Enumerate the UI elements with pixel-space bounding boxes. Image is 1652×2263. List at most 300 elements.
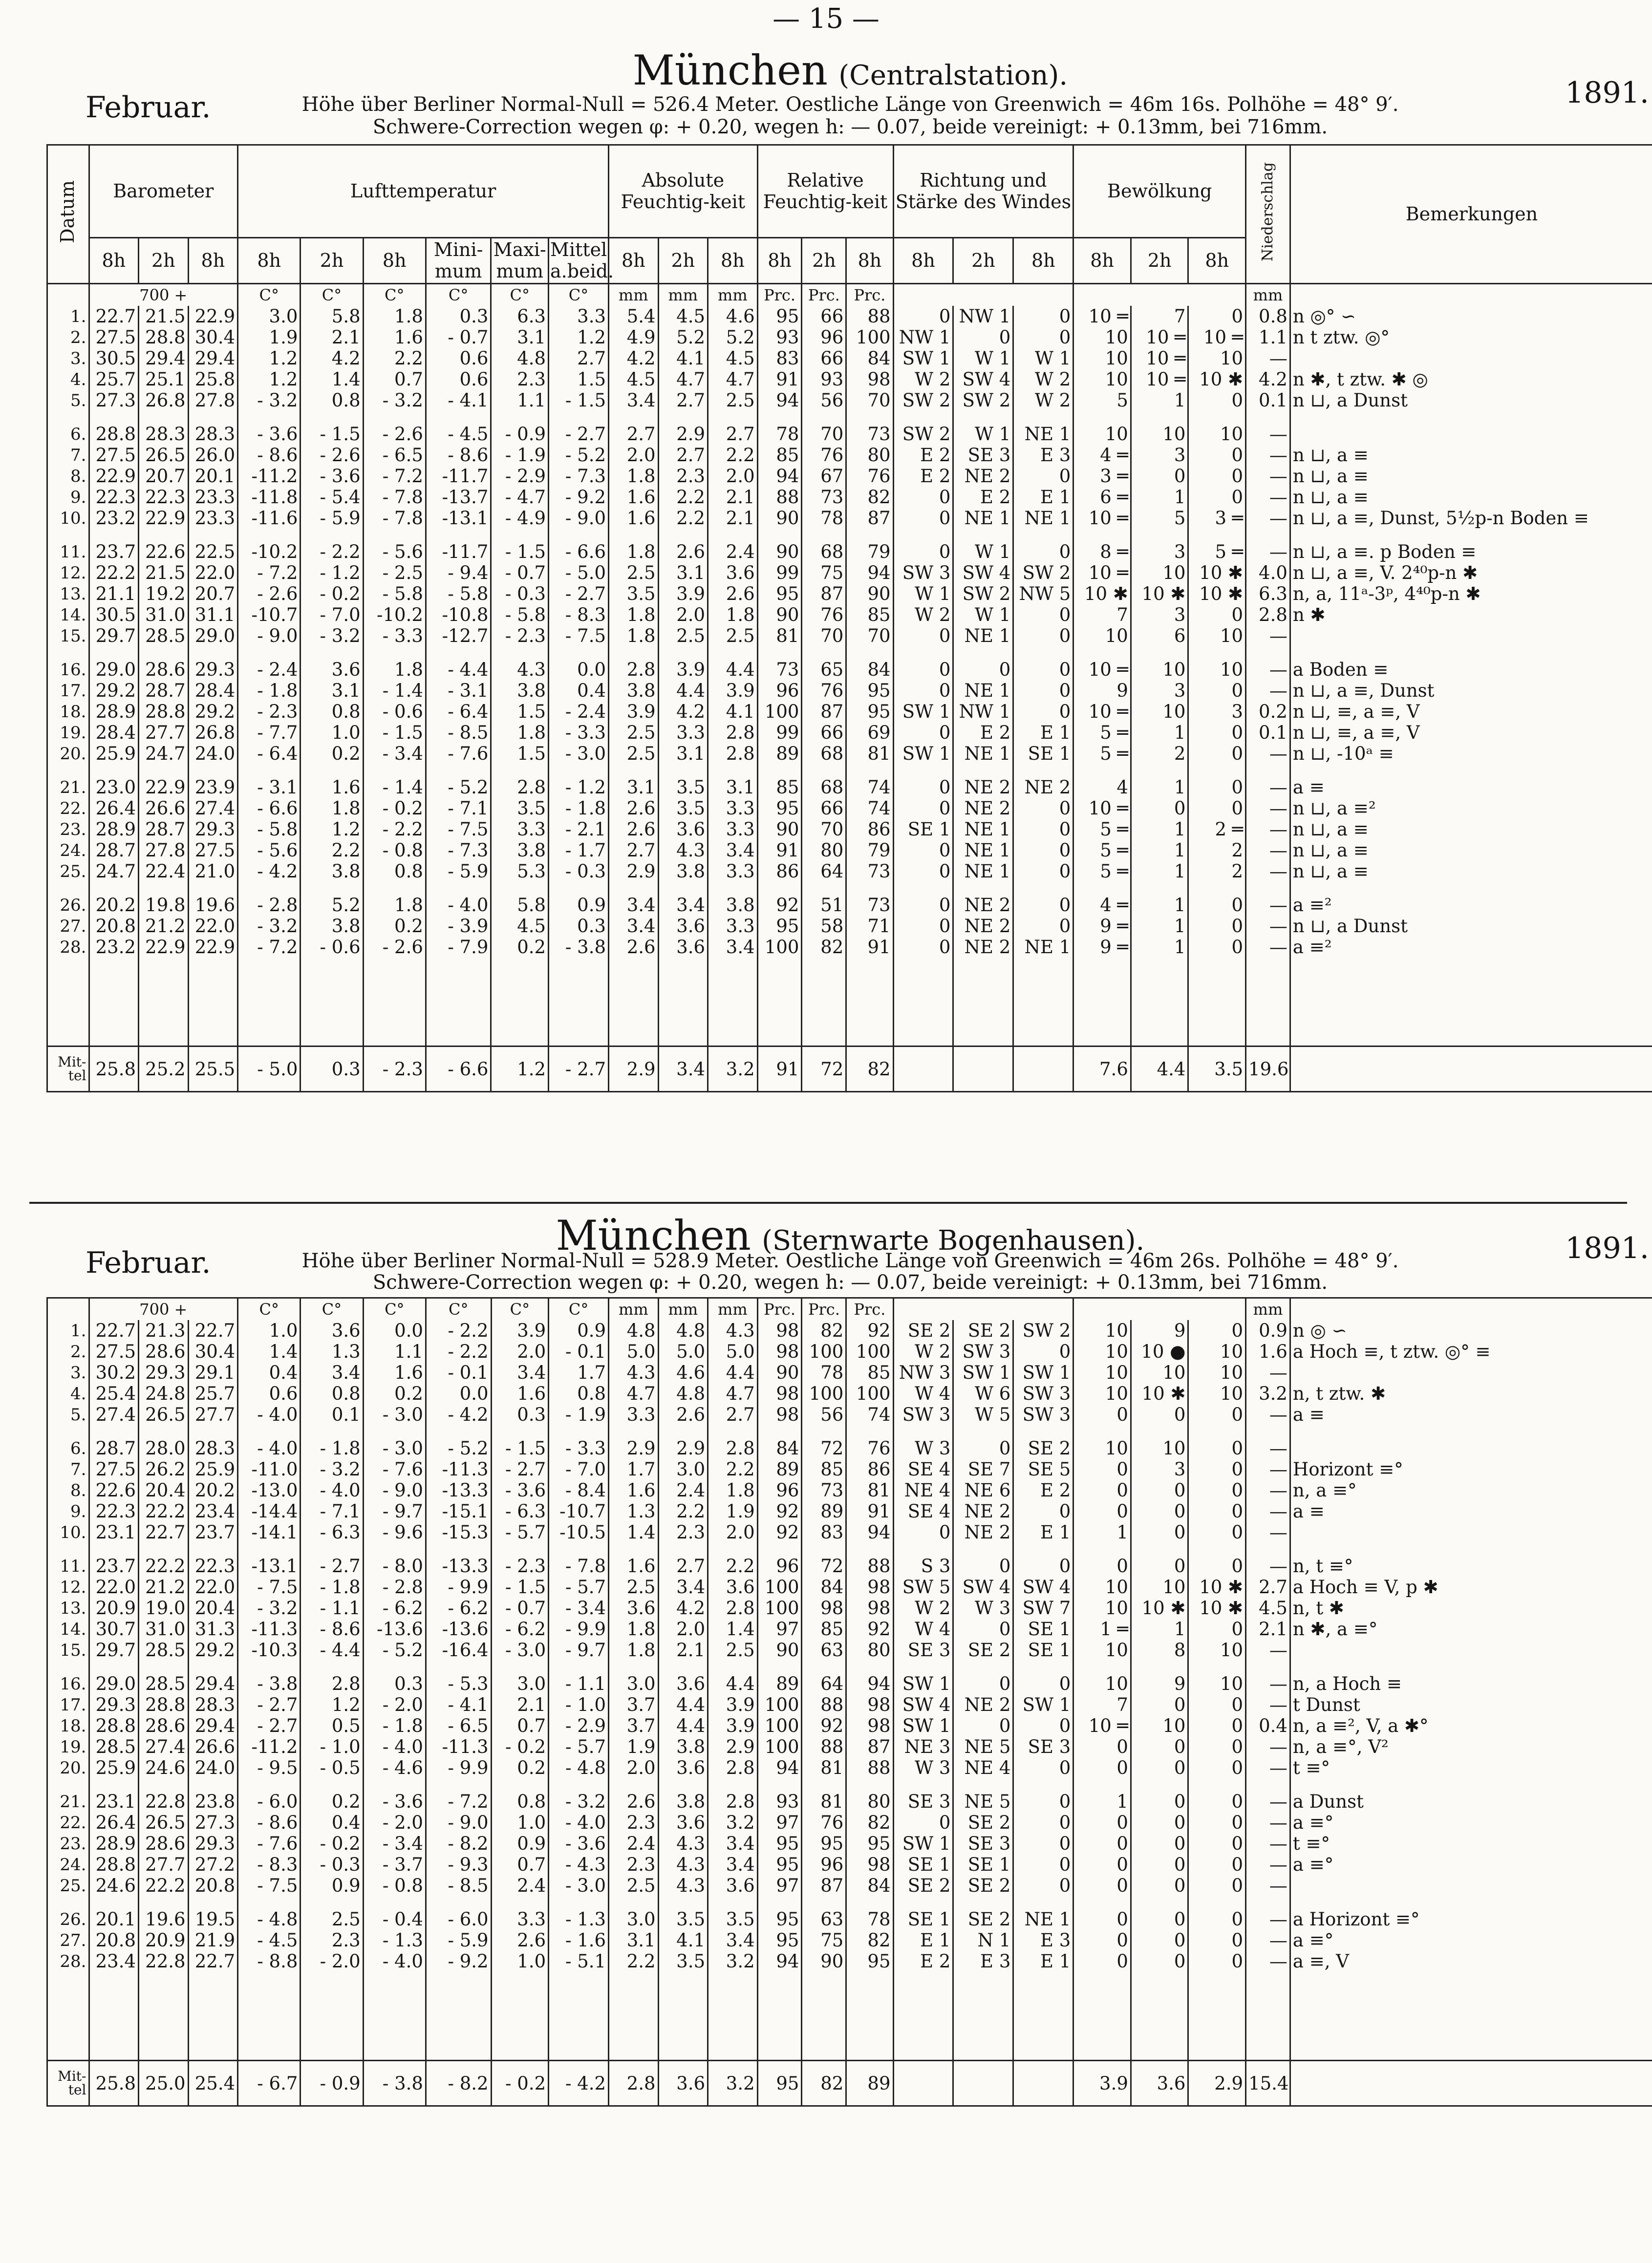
cell-baro-8h: 28.8 xyxy=(89,1715,139,1736)
cell-temp-max: - 4.9 xyxy=(491,508,549,529)
cell-baro-8h: 23.7 xyxy=(89,1556,139,1577)
cell-precip: — xyxy=(1246,1757,1290,1778)
cell-wind-8h-pm: NE 1 xyxy=(1013,508,1073,529)
cell-cloud-2h: 10 ● xyxy=(1131,1341,1188,1362)
cell-temp-min: - 4.1 xyxy=(426,1694,491,1715)
cell-abs-8h-pm: 2.5 xyxy=(708,1640,758,1661)
cell-temp-min: - 6.4 xyxy=(426,701,491,722)
cell-temp-8h: - 6.0 xyxy=(238,1791,300,1812)
cell-precip: 2.1 xyxy=(1246,1619,1290,1640)
cell-cloud-2h: 5 xyxy=(1131,508,1188,529)
cell-temp-8h: 1.2 xyxy=(238,369,300,390)
cell-temp-max: 3.8 xyxy=(491,680,549,701)
cell-day: 27. xyxy=(47,916,89,937)
cell-temp-max: 1.0 xyxy=(491,1812,549,1833)
cell-temp-min: - 3.9 xyxy=(426,916,491,937)
cell-cloud-8h-pm: 0 xyxy=(1188,306,1246,327)
cell-wind-8h: W 3 xyxy=(893,1438,953,1459)
unit-cell xyxy=(1290,1298,1652,1321)
cell-temp-max: - 1.9 xyxy=(491,445,549,466)
cell-temp-min: - 7.2 xyxy=(426,1791,491,1812)
cell-wind-8h-pm: 0 xyxy=(1013,541,1073,562)
unit-cell: mm xyxy=(658,284,708,306)
cell-abs-8h-pm: 3.9 xyxy=(708,1715,758,1736)
cell-temp-mean: - 4.8 xyxy=(549,1757,609,1778)
cell-baro-8h-pm: 22.9 xyxy=(188,306,238,327)
unit-cell: C° xyxy=(426,1298,491,1321)
cell-baro-2h: 28.7 xyxy=(139,819,189,840)
cell-wind-8h-pm: 0 xyxy=(1013,1715,1073,1736)
cell-wind-8h: W 2 xyxy=(893,1341,953,1362)
cell-abs-8h: 3.5 xyxy=(609,583,659,604)
cell-wind-8h-pm: 0 xyxy=(1013,466,1073,487)
cell-abs-2h: 4.4 xyxy=(658,1694,708,1715)
cell-abs-2h: 3.6 xyxy=(658,916,708,937)
cell-temp-2h: 3.1 xyxy=(300,680,363,701)
cell-rel-8h-pm: 79 xyxy=(846,541,893,562)
cell-abs-8h-pm: 3.4 xyxy=(708,1930,758,1951)
cell-temp-8h: -10.7 xyxy=(238,604,300,625)
sub-8h: 8h xyxy=(89,238,139,284)
cell-precip: — xyxy=(1246,1854,1290,1875)
cell-rel-2h: 92 xyxy=(802,1715,846,1736)
cell-wind-2h: W 6 xyxy=(953,1383,1013,1404)
cell-temp-8h-pm: - 3.6 xyxy=(363,1791,426,1812)
table-row xyxy=(47,625,1652,646)
table-row xyxy=(47,1694,1652,1715)
cell-baro-8h-pm: 27.8 xyxy=(188,390,238,411)
cell-abs-2h: 4.1 xyxy=(658,348,708,369)
cell-cloud-8h-pm: 10 xyxy=(1188,659,1246,680)
cell-cloud-2h: 0 xyxy=(1131,1930,1188,1951)
cell-rel-2h: 67 xyxy=(802,466,846,487)
cell-abs-2h: 2.2 xyxy=(658,487,708,508)
cell-wind-8h-pm: NE 1 xyxy=(1013,424,1073,445)
cell-rel-8h: 95 xyxy=(757,1930,802,1951)
sub-8h: 8h xyxy=(893,238,953,284)
cell-temp-max: 3.3 xyxy=(491,819,549,840)
cell-baro-8h: 25.9 xyxy=(89,1757,139,1778)
cell-temp-2h: 0.4 xyxy=(300,1812,363,1833)
cell-rel-8h: 97 xyxy=(757,1875,802,1896)
cell-rel-8h: 73 xyxy=(757,659,802,680)
cell-wind-2h: SE 2 xyxy=(953,1909,1013,1930)
cell-baro-8h: 20.8 xyxy=(89,1930,139,1951)
cell-rel-8h-pm: 88 xyxy=(846,1556,893,1577)
cell-abs-2h: 3.4 xyxy=(658,1577,708,1598)
cell-abs-8h: 2.5 xyxy=(609,1577,659,1598)
cell-remarks: t Dunst xyxy=(1290,1694,1652,1715)
cell-temp-8h-pm: - 4.6 xyxy=(363,1757,426,1778)
cell-rel-8h-pm: 85 xyxy=(846,1362,893,1383)
cell-wind-2h: NW 1 xyxy=(953,701,1013,722)
cell-day: 19. xyxy=(47,722,89,743)
cell-baro-8h: 29.2 xyxy=(89,680,139,701)
cell-temp-8h: - 3.2 xyxy=(238,916,300,937)
table-row xyxy=(47,1619,1652,1640)
table-row xyxy=(47,1341,1652,1362)
table-row xyxy=(47,1404,1652,1425)
cell-precip: — xyxy=(1246,487,1290,508)
cell-rel-2h: 81 xyxy=(802,1791,846,1812)
cell-wind-2h: 0 xyxy=(953,1556,1013,1577)
cell-abs-8h-pm: 2.1 xyxy=(708,508,758,529)
unit-cell xyxy=(1073,284,1246,306)
cell-baro-8h-pm: 29.0 xyxy=(188,625,238,646)
cell-cloud-2h: 1 xyxy=(1131,487,1188,508)
unit-cell xyxy=(893,284,1073,306)
table-row xyxy=(47,1598,1652,1619)
cell-wind-8h: SW 1 xyxy=(893,1715,953,1736)
cell-baro-8h-pm: 25.9 xyxy=(188,1459,238,1480)
cell-cloud-8h: 10 xyxy=(1073,1598,1131,1619)
cell-abs-8h: 3.3 xyxy=(609,1404,659,1425)
unit-cell: C° xyxy=(549,284,609,306)
cell-temp-8h: - 2.3 xyxy=(238,701,300,722)
cell-temp-max: - 3.0 xyxy=(491,1640,549,1661)
cell-wind-8h: SE 1 xyxy=(893,1854,953,1875)
cell-baro-8h-pm: 23.8 xyxy=(188,1791,238,1812)
cell-cloud-2h: 10 ✱ xyxy=(1131,1383,1188,1404)
cell-baro-2h: 31.0 xyxy=(139,604,189,625)
cell-precip: — xyxy=(1246,1930,1290,1951)
cell-temp-2h: - 2.0 xyxy=(300,1951,363,1972)
cell-rel-8h-pm: 95 xyxy=(846,1951,893,1972)
cell-temp-max: - 0.2 xyxy=(491,1736,549,1757)
cell-wind-2h: NE 2 xyxy=(953,1501,1013,1522)
table-row xyxy=(47,1673,1652,1694)
cell-cloud-2h: 1 xyxy=(1131,937,1188,958)
cell-temp-2h: - 2.6 xyxy=(300,445,363,466)
table-row xyxy=(47,466,1652,487)
cell-temp-mean: - 9.2 xyxy=(549,487,609,508)
cell-abs-2h: 3.3 xyxy=(658,722,708,743)
cell-rel-8h-pm: 84 xyxy=(846,1875,893,1896)
table-row xyxy=(47,1909,1652,1930)
cell-wind-8h-pm: NW 5 xyxy=(1013,583,1073,604)
cell-temp-max: - 2.7 xyxy=(491,1459,549,1480)
cell-rel-2h: 96 xyxy=(802,1854,846,1875)
cell-day: 22. xyxy=(47,798,89,819)
cell-temp-mean: - 4.3 xyxy=(549,1854,609,1875)
cell-baro-8h-pm: 29.4 xyxy=(188,1673,238,1694)
cell-temp-mean: - 3.0 xyxy=(549,743,609,764)
cell-temp-min: - 7.9 xyxy=(426,937,491,958)
cell-rel-2h: 76 xyxy=(802,604,846,625)
unit-cell: C° xyxy=(363,284,426,306)
cell-rel-8h-pm: 81 xyxy=(846,743,893,764)
cell-temp-max: 0.2 xyxy=(491,1757,549,1778)
cell-abs-2h: 2.2 xyxy=(658,1501,708,1522)
cell-cloud-8h: 4 ═ xyxy=(1073,445,1131,466)
cell-wind-8h-pm: E 3 xyxy=(1013,445,1073,466)
cell-abs-8h: 2.9 xyxy=(609,1438,659,1459)
cell-rel-8h: 98 xyxy=(757,1383,802,1404)
mittel-precip: 15.4 xyxy=(1246,2061,1290,2106)
observation-table xyxy=(46,1297,1652,2107)
cell-temp-mean: 0.3 xyxy=(549,916,609,937)
cell-temp-min: - 5.8 xyxy=(426,583,491,604)
cell-temp-8h-pm: 0.0 xyxy=(363,1320,426,1341)
cell-temp-8h-pm: - 1.4 xyxy=(363,680,426,701)
cell-cloud-2h: 3 xyxy=(1131,541,1188,562)
cell-precip: — xyxy=(1246,541,1290,562)
cell-baro-8h-pm: 31.1 xyxy=(188,604,238,625)
cell-temp-min: 0.0 xyxy=(426,1383,491,1404)
cell-temp-2h: 3.8 xyxy=(300,916,363,937)
cell-precip: — xyxy=(1246,1673,1290,1694)
mittel-temp-2h: - 0.9 xyxy=(300,2061,363,2106)
cell-cloud-2h: 10 xyxy=(1131,562,1188,583)
station-name: München xyxy=(632,46,828,94)
sub-8h: 8h xyxy=(846,238,893,284)
cell-rel-8h-pm: 100 xyxy=(846,1341,893,1362)
cell-rel-8h-pm: 80 xyxy=(846,1791,893,1812)
cell-baro-8h-pm: 30.4 xyxy=(188,1341,238,1362)
cell-rel-2h: 72 xyxy=(802,1556,846,1577)
cell-baro-8h-pm: 29.2 xyxy=(188,1640,238,1661)
table-row xyxy=(47,541,1652,562)
cell-wind-2h: NE 6 xyxy=(953,1480,1013,1501)
cell-baro-8h: 20.2 xyxy=(89,895,139,916)
cell-cloud-8h-pm: 0 xyxy=(1188,390,1246,411)
cell-temp-2h: 5.8 xyxy=(300,306,363,327)
cell-abs-8h: 1.8 xyxy=(609,541,659,562)
cell-cloud-8h-pm: 0 xyxy=(1188,1951,1246,1972)
cell-rel-8h: 100 xyxy=(757,937,802,958)
table-row xyxy=(47,1791,1652,1812)
cell-baro-8h: 26.4 xyxy=(89,1812,139,1833)
cell-wind-8h: W 1 xyxy=(893,583,953,604)
cell-rel-2h: 76 xyxy=(802,1812,846,1833)
cell-remarks xyxy=(1290,1362,1652,1383)
cell-day: 27. xyxy=(47,1930,89,1951)
cell-abs-2h: 2.0 xyxy=(658,604,708,625)
cell-baro-2h: 26.2 xyxy=(139,1459,189,1480)
cell-remarks: n ⊔, a ≡ xyxy=(1290,466,1652,487)
cell-rel-8h: 86 xyxy=(757,861,802,882)
cell-abs-8h: 2.5 xyxy=(609,743,659,764)
cell-temp-8h-pm: 1.6 xyxy=(363,327,426,348)
cell-abs-8h-pm: 2.5 xyxy=(708,625,758,646)
cell-temp-min: - 7.5 xyxy=(426,819,491,840)
cell-cloud-8h-pm: 3 ═ xyxy=(1188,508,1246,529)
cell-rel-8h-pm: 95 xyxy=(846,701,893,722)
cell-cloud-2h: 6 xyxy=(1131,625,1188,646)
cell-temp-min: -15.1 xyxy=(426,1501,491,1522)
cell-cloud-8h-pm: 10 ✱ xyxy=(1188,1598,1246,1619)
cell-temp-8h-pm: - 0.8 xyxy=(363,840,426,861)
cell-abs-8h-pm: 3.1 xyxy=(708,777,758,798)
cell-temp-max: - 0.7 xyxy=(491,562,549,583)
row-gap xyxy=(47,1425,1652,1438)
unit-cell: C° xyxy=(363,1298,426,1321)
cell-abs-8h-pm: 3.3 xyxy=(708,819,758,840)
cell-temp-max: - 1.5 xyxy=(491,1577,549,1598)
cell-cloud-2h: 8 xyxy=(1131,1640,1188,1661)
cell-cloud-8h-pm: 3 xyxy=(1188,701,1246,722)
mittel-cloud-8h: 7.6 xyxy=(1073,1046,1131,1092)
unit-cell: Prc. xyxy=(802,1298,846,1321)
cell-precip: — xyxy=(1246,819,1290,840)
cell-rel-8h-pm: 84 xyxy=(846,659,893,680)
station-subtitle: (Centralstation). xyxy=(838,60,1068,91)
cell-wind-2h: NE 2 xyxy=(953,937,1013,958)
mittel-temp-min: - 8.2 xyxy=(426,2061,491,2106)
cell-temp-min: - 4.1 xyxy=(426,390,491,411)
cell-temp-max: 1.0 xyxy=(491,1951,549,1972)
table-row xyxy=(47,327,1652,348)
cell-temp-8h: - 5.8 xyxy=(238,819,300,840)
mittel-temp-8h: - 6.7 xyxy=(238,2061,300,2106)
cell-wind-8h: SW 2 xyxy=(893,390,953,411)
cell-cloud-8h: 0 xyxy=(1073,1875,1131,1896)
cell-rel-2h: 88 xyxy=(802,1694,846,1715)
cell-cloud-8h-pm: 10 ✱ xyxy=(1188,369,1246,390)
cell-day: 8. xyxy=(47,1480,89,1501)
cell-baro-8h: 28.9 xyxy=(89,701,139,722)
cell-day: 23. xyxy=(47,819,89,840)
cell-wind-2h: E 2 xyxy=(953,722,1013,743)
cell-temp-max: 1.1 xyxy=(491,390,549,411)
cell-temp-2h: - 0.5 xyxy=(300,1757,363,1778)
cell-temp-mean: - 5.2 xyxy=(549,445,609,466)
cell-cloud-8h: 5 xyxy=(1073,390,1131,411)
cell-abs-8h: 2.0 xyxy=(609,445,659,466)
mittel-temp-8h: - 5.0 xyxy=(238,1046,300,1092)
cell-temp-2h: - 1.0 xyxy=(300,1736,363,1757)
cell-temp-8h: - 2.7 xyxy=(238,1715,300,1736)
cell-temp-max: - 1.5 xyxy=(491,541,549,562)
cell-temp-2h: - 2.2 xyxy=(300,541,363,562)
cell-day: 25. xyxy=(47,861,89,882)
cell-baro-2h: 26.5 xyxy=(139,1812,189,1833)
cell-rel-8h: 100 xyxy=(757,1598,802,1619)
cell-temp-min: 0.3 xyxy=(426,306,491,327)
cell-cloud-2h: 10 xyxy=(1131,1438,1188,1459)
cell-remarks: a ≡° xyxy=(1290,1812,1652,1833)
cell-precip: 3.2 xyxy=(1246,1383,1290,1404)
cell-temp-2h: - 3.2 xyxy=(300,625,363,646)
cell-temp-mean: - 3.6 xyxy=(549,1833,609,1854)
cell-day: 25. xyxy=(47,1875,89,1896)
mittel-baro-8h-pm: 25.4 xyxy=(188,2061,238,2106)
cell-abs-8h: 4.8 xyxy=(609,1320,659,1341)
cell-day: 17. xyxy=(47,680,89,701)
cell-temp-8h-pm: - 9.6 xyxy=(363,1522,426,1543)
cell-remarks: a Hoch ≡, t ztw. ◎° ≡ xyxy=(1290,1341,1652,1362)
cell-wind-8h: W 4 xyxy=(893,1383,953,1404)
cell-baro-8h-pm: 22.7 xyxy=(188,1320,238,1341)
cell-remarks xyxy=(1290,424,1652,445)
mittel-baro-2h: 25.2 xyxy=(139,1046,189,1092)
cell-baro-2h: 19.6 xyxy=(139,1909,189,1930)
cell-temp-2h: 0.1 xyxy=(300,1404,363,1425)
cell-precip: 4.0 xyxy=(1246,562,1290,583)
table-row xyxy=(47,1577,1652,1598)
cell-wind-2h: SE 3 xyxy=(953,445,1013,466)
cell-temp-8h-pm: - 4.0 xyxy=(363,1736,426,1757)
cell-baro-8h: 23.7 xyxy=(89,541,139,562)
cell-wind-8h: E 2 xyxy=(893,466,953,487)
cell-temp-8h-pm: - 6.2 xyxy=(363,1598,426,1619)
table-row xyxy=(47,390,1652,411)
table-row xyxy=(47,895,1652,916)
cell-temp-mean: - 6.6 xyxy=(549,541,609,562)
cell-temp-max: 1.6 xyxy=(491,1383,549,1404)
sub-8h: 8h xyxy=(238,238,300,284)
cell-temp-2h: - 0.3 xyxy=(300,1854,363,1875)
cell-rel-2h: 88 xyxy=(802,1736,846,1757)
cell-day: 26. xyxy=(47,895,89,916)
cell-remarks: n ⊔, a ≡, V. 2⁴⁰p-n ✱ xyxy=(1290,562,1652,583)
cell-rel-2h: 72 xyxy=(802,1438,846,1459)
cell-cloud-8h-pm: 0 xyxy=(1188,1736,1246,1757)
cell-temp-2h: 3.8 xyxy=(300,861,363,882)
mittel-remarks xyxy=(1290,1046,1652,1092)
cell-temp-2h: - 0.2 xyxy=(300,1833,363,1854)
cell-temp-8h: 3.0 xyxy=(238,306,300,327)
cell-remarks: a Boden ≡ xyxy=(1290,659,1652,680)
cell-cloud-2h: 1 xyxy=(1131,777,1188,798)
cell-temp-max: 1.5 xyxy=(491,701,549,722)
cell-rel-8h-pm: 92 xyxy=(846,1619,893,1640)
cell-remarks: n ⊔, a ≡ xyxy=(1290,487,1652,508)
cell-cloud-8h-pm: 0 xyxy=(1188,1480,1246,1501)
cell-cloud-2h: 10 xyxy=(1131,1362,1188,1383)
cell-rel-8h-pm: 91 xyxy=(846,937,893,958)
cell-cloud-2h: 0 xyxy=(1131,1522,1188,1543)
cell-abs-8h: 2.7 xyxy=(609,840,659,861)
cell-cloud-2h: 3 xyxy=(1131,604,1188,625)
cell-rel-2h: 51 xyxy=(802,895,846,916)
cell-wind-8h-pm: SW 1 xyxy=(1013,1694,1073,1715)
cell-cloud-2h: 0 xyxy=(1131,1951,1188,1972)
cell-precip: 0.9 xyxy=(1246,1320,1290,1341)
cell-temp-8h-pm: 1.1 xyxy=(363,1341,426,1362)
cell-day: 10. xyxy=(47,508,89,529)
cell-baro-8h-pm: 30.4 xyxy=(188,327,238,348)
cell-day: 28. xyxy=(47,937,89,958)
cell-abs-2h: 2.1 xyxy=(658,1640,708,1661)
cell-temp-8h: - 6.4 xyxy=(238,743,300,764)
mittel-wind-8h-pm xyxy=(1013,2061,1073,2106)
unit-cell: 700 + xyxy=(89,1298,238,1321)
cell-wind-2h: SW 4 xyxy=(953,562,1013,583)
cell-cloud-2h: 9 xyxy=(1131,1673,1188,1694)
cell-baro-8h-pm: 23.7 xyxy=(188,1522,238,1543)
cell-baro-8h-pm: 20.4 xyxy=(188,1598,238,1619)
cell-baro-2h: 26.5 xyxy=(139,445,189,466)
cell-abs-2h: 4.6 xyxy=(658,1362,708,1383)
page-number: — 15 — xyxy=(772,3,880,35)
cell-day: 14. xyxy=(47,604,89,625)
cell-temp-mean: - 3.2 xyxy=(549,1791,609,1812)
cell-baro-8h: 25.9 xyxy=(89,743,139,764)
cell-abs-2h: 4.8 xyxy=(658,1383,708,1404)
cell-cloud-2h: 0 xyxy=(1131,798,1188,819)
cell-remarks: n ⊔, a ≡ xyxy=(1290,819,1652,840)
cell-remarks: n ⊔, a ≡ xyxy=(1290,840,1652,861)
cell-baro-8h: 22.7 xyxy=(89,306,139,327)
cell-wind-8h-pm: SE 3 xyxy=(1013,1736,1073,1757)
cell-remarks xyxy=(1290,348,1652,369)
cell-wind-8h-pm: 0 xyxy=(1013,659,1073,680)
cell-rel-8h: 96 xyxy=(757,680,802,701)
cell-abs-8h: 4.7 xyxy=(609,1383,659,1404)
cell-temp-8h: -14.1 xyxy=(238,1522,300,1543)
cell-cloud-8h: 10 ═ xyxy=(1073,1715,1131,1736)
